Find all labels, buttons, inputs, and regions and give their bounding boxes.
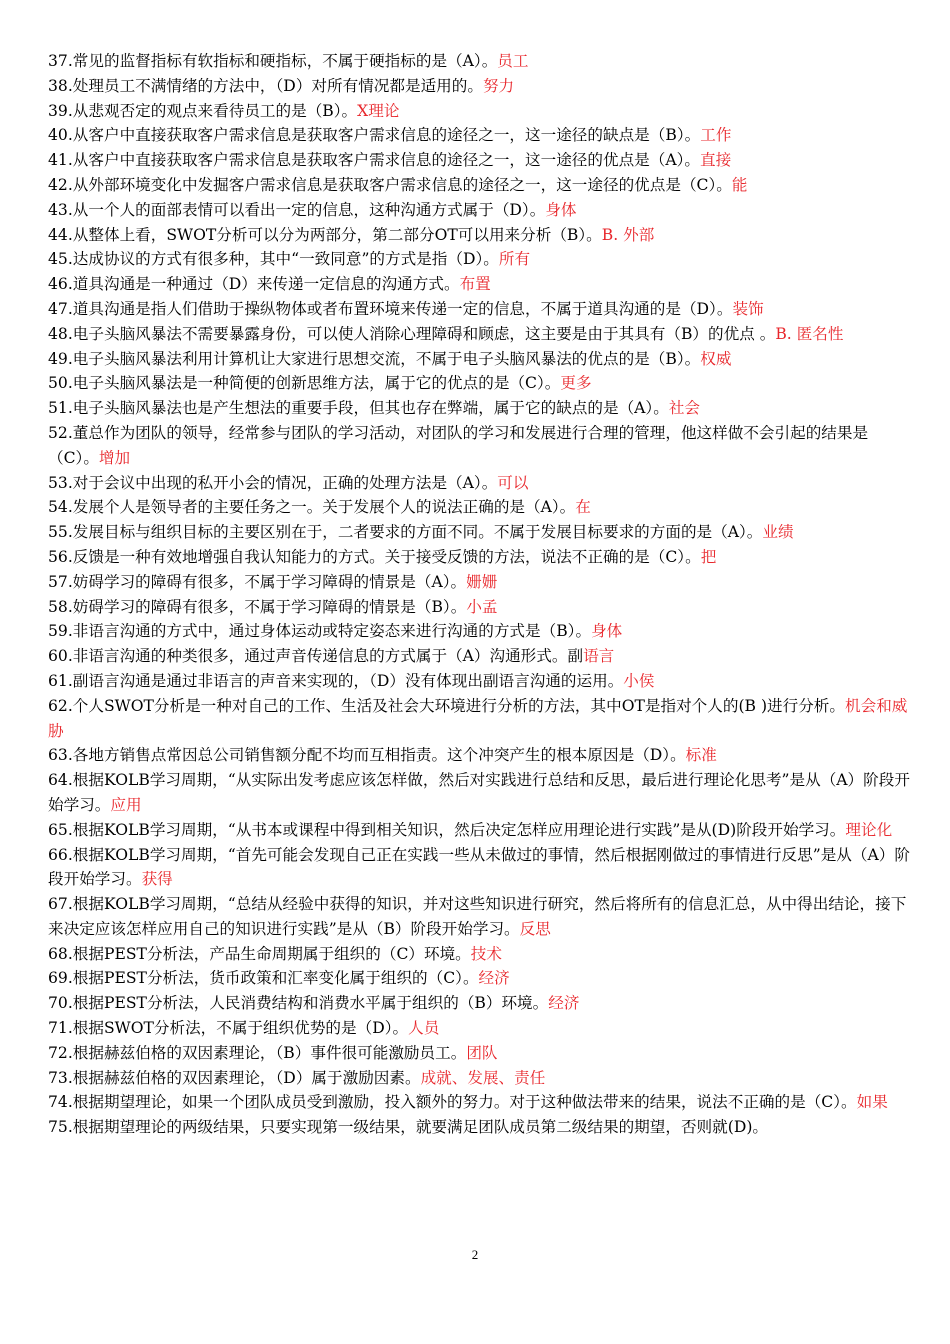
- answer-text: 应用: [110, 795, 142, 814]
- question-item: [48, 843, 918, 893]
- answer-text: 把: [700, 547, 717, 566]
- answer-text: 社会: [668, 399, 701, 418]
- question-item: [48, 1066, 918, 1091]
- answer-text: 姗姗: [466, 572, 498, 591]
- answer-text: 成就、发展、责任: [420, 1068, 546, 1087]
- question-text: 40.从客户中直接获取客户需求信息是获取客户需求信息的途径之一，这一途径的缺点是（B）。: [48, 126, 701, 145]
- question-list: [48, 49, 918, 1140]
- answer-text: 获得: [141, 870, 173, 889]
- answer-text: 工作: [700, 126, 732, 145]
- page-number: 2: [471, 1247, 479, 1262]
- answer-text: 如果: [856, 1093, 888, 1112]
- question-text: 75.根据期望理论的两级结果，只要实现第一级结果，就要满足团队成员第二级结果的期望，否则就(D)。: [48, 1118, 769, 1137]
- question-text: 68.根据PEST分析法，产品生命周期属于组织的（C）环境。: [48, 944, 471, 963]
- question-text: 65.根据KOLB学习周期，“从书本或课程中得到相关知识，然后决定怎样应用理论进行实践”是从(D)阶段开始学习。: [48, 820, 846, 839]
- question-item: [48, 595, 918, 620]
- question-item: [48, 247, 918, 272]
- question-item: [48, 768, 918, 818]
- question-item: [48, 396, 918, 421]
- question-item: [48, 694, 918, 744]
- question-item: [48, 272, 918, 297]
- question-text: 59.非语言沟通的方式中，通过身体运动或特定姿态来进行沟通的方式是（B）。: [48, 622, 592, 641]
- answer-text: 机会和威胁: [48, 696, 908, 740]
- question-item: [48, 371, 918, 396]
- answer-text: 身体: [545, 200, 577, 219]
- question-text: 50.电子头脑风暴法是一种简便的创新思维方法，属于它的优点的是（C）。: [48, 374, 561, 393]
- question-item: [48, 322, 918, 347]
- question-text: 38.处理员工不满情绪的方法中，（D）对所有情况都是适用的。: [48, 76, 483, 95]
- answer-text: 装饰: [732, 299, 764, 318]
- question-item: [48, 818, 918, 843]
- question-text: 70.根据PEST分析法，人民消费结构和消费水平属于组织的（B）环境。: [48, 994, 549, 1013]
- question-text: 46.道具沟通是一种通过（D）来传递一定信息的沟通方式。: [48, 275, 460, 294]
- question-text: 57.妨碍学习的障碍有很多，不属于学习障碍的情景是（A）。: [48, 572, 467, 591]
- question-text: 45.达成协议的方式有很多种，其中“一致同意”的方式是指（D）。: [48, 250, 499, 269]
- question-item: [48, 743, 918, 768]
- question-item: [48, 495, 918, 520]
- answer-text: 权威: [700, 349, 732, 368]
- question-text: 56.反馈是一种有效地增强自我认知能力的方式。关于接受反馈的方法，说法不正确的是（C）。: [48, 547, 701, 566]
- question-item: [48, 347, 918, 372]
- question-item: [48, 471, 918, 496]
- question-item: [48, 1041, 918, 1066]
- question-item: [48, 173, 918, 198]
- answer-text: 小侯: [623, 671, 655, 690]
- answer-text: 在: [575, 498, 591, 517]
- question-text: 66.根据KOLB学习周期，“首先可能会发现自己正在实践一些从未做过的事情，然后根据刚做过的事情进行反思”是从（A）阶段开始学习。: [48, 845, 910, 889]
- answer-text: 团队: [466, 1043, 498, 1062]
- question-item: [48, 966, 918, 991]
- answer-text: 努力: [482, 76, 515, 95]
- answer-text: 技术: [470, 944, 502, 963]
- question-item: [48, 545, 918, 570]
- question-item: [48, 1090, 918, 1115]
- question-item: [48, 669, 918, 694]
- question-text: 39.从悲观否定的观点来看待员工的是（B）。: [48, 101, 358, 120]
- question-text: 67.根据KOLB学习周期，“总结从经验中获得的知识，并对这些知识进行研究，然后将所有的信息汇总，从中得出结论，接下来决定应该怎样应用自己的知识进行实践”是从（B）阶段开始学习。: [48, 895, 907, 938]
- question-text: 72.根据赫兹伯格的双因素理论，（B）事件很可能激励员工。: [48, 1043, 467, 1062]
- question-item: [48, 1016, 918, 1041]
- answer-text: 经济: [548, 994, 580, 1013]
- answer-text: 身体: [591, 622, 623, 641]
- question-text: 58.妨碍学习的障碍有很多，不属于学习障碍的情景是（B）。: [48, 597, 467, 616]
- question-text: 37.常见的监督指标有软指标和硬指标，不属于硬指标的是（A）。: [48, 52, 498, 70]
- answer-text: 反思: [519, 919, 551, 938]
- question-text: 42.从外部环境变化中发掘客户需求信息是获取客户需求信息的途径之一，这一途径的优点是（C）。: [48, 175, 732, 194]
- question-item: [48, 297, 918, 322]
- question-item: [48, 570, 918, 595]
- question-item: [48, 619, 918, 644]
- question-text: 52.董总作为团队的领导，经常参与团队的学习活动，对团队的学习和发展进行合理的管理，他这样做不会引起的结果是（C）。: [48, 423, 869, 467]
- question-item: [48, 1115, 918, 1140]
- answer-text: 布置: [459, 275, 491, 294]
- answer-text: B. 匿名性: [775, 324, 844, 343]
- question-item: [48, 148, 918, 173]
- question-text: 43.从一个人的面部表情可以看出一定的信息，这种沟通方式属于（D）。: [48, 200, 546, 219]
- answer-text: 可以: [497, 473, 529, 492]
- question-item: [48, 198, 918, 223]
- answer-text: 理论化: [845, 820, 893, 839]
- question-item: [48, 123, 918, 148]
- question-item: [48, 991, 918, 1016]
- question-item: [48, 644, 918, 669]
- question-text: 73.根据赫兹伯格的双因素理论，（D）属于激励因素。: [48, 1068, 421, 1087]
- answer-text: 增加: [98, 448, 131, 467]
- answer-text: 小孟: [466, 597, 498, 616]
- question-item: [48, 74, 918, 99]
- question-text: 55.发展目标与组织目标的主要区别在于，二者要求的方面不同。不属于发展目标要求的方面的是（A）。: [48, 523, 763, 542]
- question-text: 47.道具沟通是指人们借助于操纵物体或者布置环境来传递一定的信息，不属于道具沟通的是（D）。: [48, 299, 733, 318]
- question-text: 64.根据KOLB学习周期，“从实际出发考虑应该怎样做，然后对实践进行总结和反思，最后进行理论化思考”是从（A）阶段开始学习。: [48, 771, 910, 814]
- answer-text: 能: [731, 175, 748, 194]
- answer-text: 语言: [583, 647, 615, 666]
- question-text: 53.对于会议中出现的私开小会的情况，正确的处理方法是（A）。: [48, 473, 498, 492]
- answer-text: X理论: [357, 101, 400, 120]
- answer-text: B. 外部: [601, 225, 655, 244]
- question-text: 44.从整体上看，SWOT分析可以分为两部分，第二部分OT可以用来分析（B）。: [48, 225, 602, 244]
- question-text: 51.电子头脑风暴法也是产生想法的重要手段，但其也存在弊端，属于它的缺点的是（A）。: [48, 399, 669, 418]
- question-item: [48, 49, 918, 74]
- answer-text: 直接: [700, 151, 732, 170]
- question-item: [48, 520, 918, 545]
- question-text: 71.根据SWOT分析法，不属于组织优势的是（D）。: [48, 1019, 409, 1038]
- answer-text: 标准: [685, 746, 717, 765]
- question-text: 60.非语言沟通的种类很多，通过声音传递信息的方式属于（A）沟通形式。副: [48, 647, 584, 666]
- question-item: [48, 223, 918, 248]
- answer-text: 业绩: [762, 523, 794, 542]
- question-text: 48.电子头脑风暴法不需要暴露身份，可以使人消除心理障碍和顾虑，这主要是由于其具有（B）的优点 。: [48, 324, 776, 343]
- question-text: 41.从客户中直接获取客户需求信息是获取客户需求信息的途径之一，这一途径的优点是（A）。: [48, 151, 701, 170]
- question-text: 74.根据期望理论，如果一个团队成员受到激励，投入额外的努力。对于这种做法带来的结果，说法不正确的是（C）。: [48, 1093, 857, 1112]
- question-text: 61.副语言沟通是通过非语言的声音来实现的，（D）没有体现出副语言沟通的运用。: [48, 671, 624, 690]
- answer-text: 所有: [498, 250, 531, 269]
- question-text: 49.电子头脑风暴法利用计算机让大家进行思想交流，不属于电子头脑风暴法的优点的是（B）。: [48, 349, 701, 368]
- question-text: 69.根据PEST分析法，货币政策和汇率变化属于组织的（C）。: [48, 969, 479, 988]
- question-item: [48, 99, 918, 124]
- answer-text: 人员: [408, 1019, 440, 1038]
- question-item: [48, 421, 918, 471]
- answer-text: 经济: [478, 969, 510, 988]
- question-text: 62.个人SWOT分析是一种对自己的工作、生活及社会大环境进行分析的方法，其中OT是指对个人的(B )进行分析。: [48, 696, 845, 715]
- question-text: 63.各地方销售点常因总公司销售额分配不均而互相指责。这个冲突产生的根本原因是（D）。: [48, 746, 686, 765]
- question-item: [48, 892, 918, 942]
- question-text: 54.发展个人是领导者的主要任务之一。关于发展个人的说法正确的是（A）。: [48, 498, 576, 517]
- answer-text: 更多: [560, 374, 592, 393]
- question-item: [48, 942, 918, 967]
- answer-text: 员工: [497, 52, 529, 70]
